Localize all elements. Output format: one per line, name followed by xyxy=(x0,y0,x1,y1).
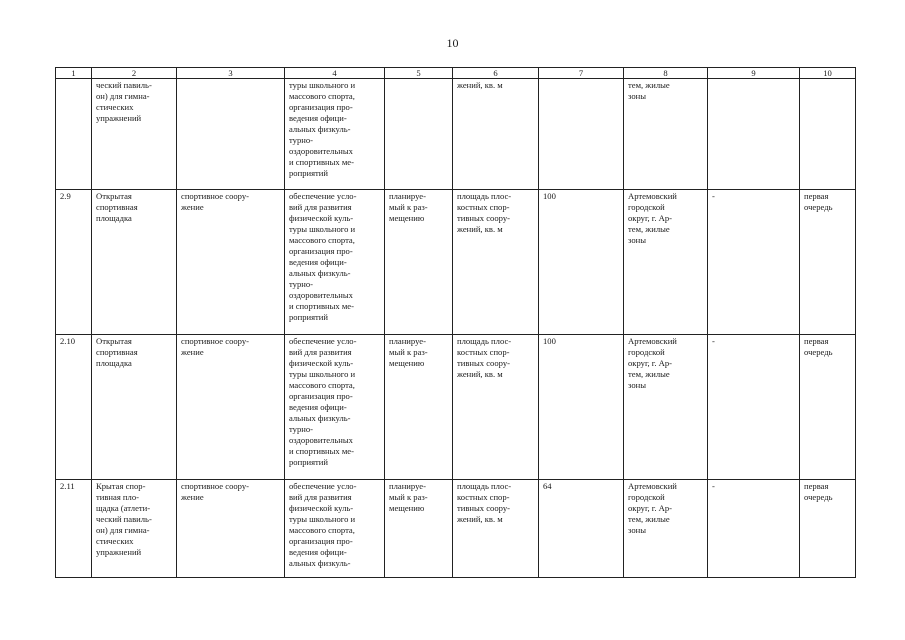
purpose-cell: обеспечение усло- вий для развития физической куль- туры школьного и массового спорта, организация про- ведения офици- альных физкуль- турно- оздоровительных и спортивных ме- роприятий xyxy=(285,335,385,480)
object-name-cell: Открытая спортивная площадка xyxy=(92,190,177,335)
header-cell: 6 xyxy=(453,68,539,79)
row-number-cell: 2.9 xyxy=(56,190,92,335)
location-cell: Артемовский городской округ, г. Ар- тем, жилые зоны xyxy=(624,480,708,578)
object-type-cell xyxy=(177,79,285,190)
purpose-cell: туры школьного и массового спорта, организация про- ведения офици- альных физкуль- турно- оздоровительных и спортивных ме- роприятий xyxy=(285,79,385,190)
header-cell: 10 xyxy=(800,68,856,79)
table-row xyxy=(56,480,856,578)
header-cell: 7 xyxy=(539,68,624,79)
purpose-cell: обеспечение усло- вий для развития физической куль- туры школьного и массового спорта, организация про- ведения офици- альных физкуль- турно- оздоровительных и спортивных ме- роприятий xyxy=(285,190,385,335)
object-type-cell: спортивное соору- жение xyxy=(177,335,285,480)
header-cell: 3 xyxy=(177,68,285,79)
status-cell: планируе- мый к раз- мещению xyxy=(385,480,453,578)
table-row xyxy=(56,79,856,190)
objects-table xyxy=(55,67,856,578)
table-header-row xyxy=(56,68,856,79)
status-cell: планируе- мый к раз- мещению xyxy=(385,335,453,480)
zone-cell: - xyxy=(708,190,800,335)
row-number-cell xyxy=(56,79,92,190)
location-cell: Артемовский городской округ, г. Ар- тем, жилые зоны xyxy=(624,190,708,335)
header-cell: 9 xyxy=(708,68,800,79)
stage-cell: первая очередь xyxy=(800,335,856,480)
object-name-cell: ческий павиль- он) для гимна- стических упражнений xyxy=(92,79,177,190)
header-cell: 1 xyxy=(56,68,92,79)
purpose-cell: обеспечение усло- вий для развития физической куль- туры школьного и массового спорта, организация про- ведения офици- альных физкуль- xyxy=(285,480,385,578)
table-row xyxy=(56,190,856,335)
value-cell xyxy=(539,79,624,190)
stage-cell: первая очередь xyxy=(800,190,856,335)
stage-cell: первая очередь xyxy=(800,480,856,578)
object-type-cell: спортивное соору- жение xyxy=(177,480,285,578)
table-row xyxy=(56,335,856,480)
object-name-cell: Открытая спортивная площадка xyxy=(92,335,177,480)
object-type-cell: спортивное соору- жение xyxy=(177,190,285,335)
characteristic-cell: жений, кв. м xyxy=(453,79,539,190)
zone-cell: - xyxy=(708,335,800,480)
characteristic-cell: площадь плос- костных спор- тивных соору- жений, кв. м xyxy=(453,480,539,578)
header-cell: 8 xyxy=(624,68,708,79)
header-cell: 2 xyxy=(92,68,177,79)
status-cell: планируе- мый к раз- мещению xyxy=(385,190,453,335)
header-cell: 4 xyxy=(285,68,385,79)
row-number-cell: 2.11 xyxy=(56,480,92,578)
value-cell: 64 xyxy=(539,480,624,578)
value-cell: 100 xyxy=(539,335,624,480)
page-number: 10 xyxy=(446,36,459,50)
object-name-cell: Крытая спор- тивная пло- щадка (атлети- ческий павиль- он) для гимна- стических упражнений xyxy=(92,480,177,578)
stage-cell xyxy=(800,79,856,190)
header-cell: 5 xyxy=(385,68,453,79)
location-cell: тем, жилые зоны xyxy=(624,79,708,190)
value-cell: 100 xyxy=(539,190,624,335)
zone-cell xyxy=(708,79,800,190)
row-number-cell: 2.10 xyxy=(56,335,92,480)
location-cell: Артемовский городской округ, г. Ар- тем, жилые зоны xyxy=(624,335,708,480)
characteristic-cell: площадь плос- костных спор- тивных соору- жений, кв. м xyxy=(453,190,539,335)
characteristic-cell: площадь плос- костных спор- тивных соору- жений, кв. м xyxy=(453,335,539,480)
zone-cell: - xyxy=(708,480,800,578)
status-cell xyxy=(385,79,453,190)
